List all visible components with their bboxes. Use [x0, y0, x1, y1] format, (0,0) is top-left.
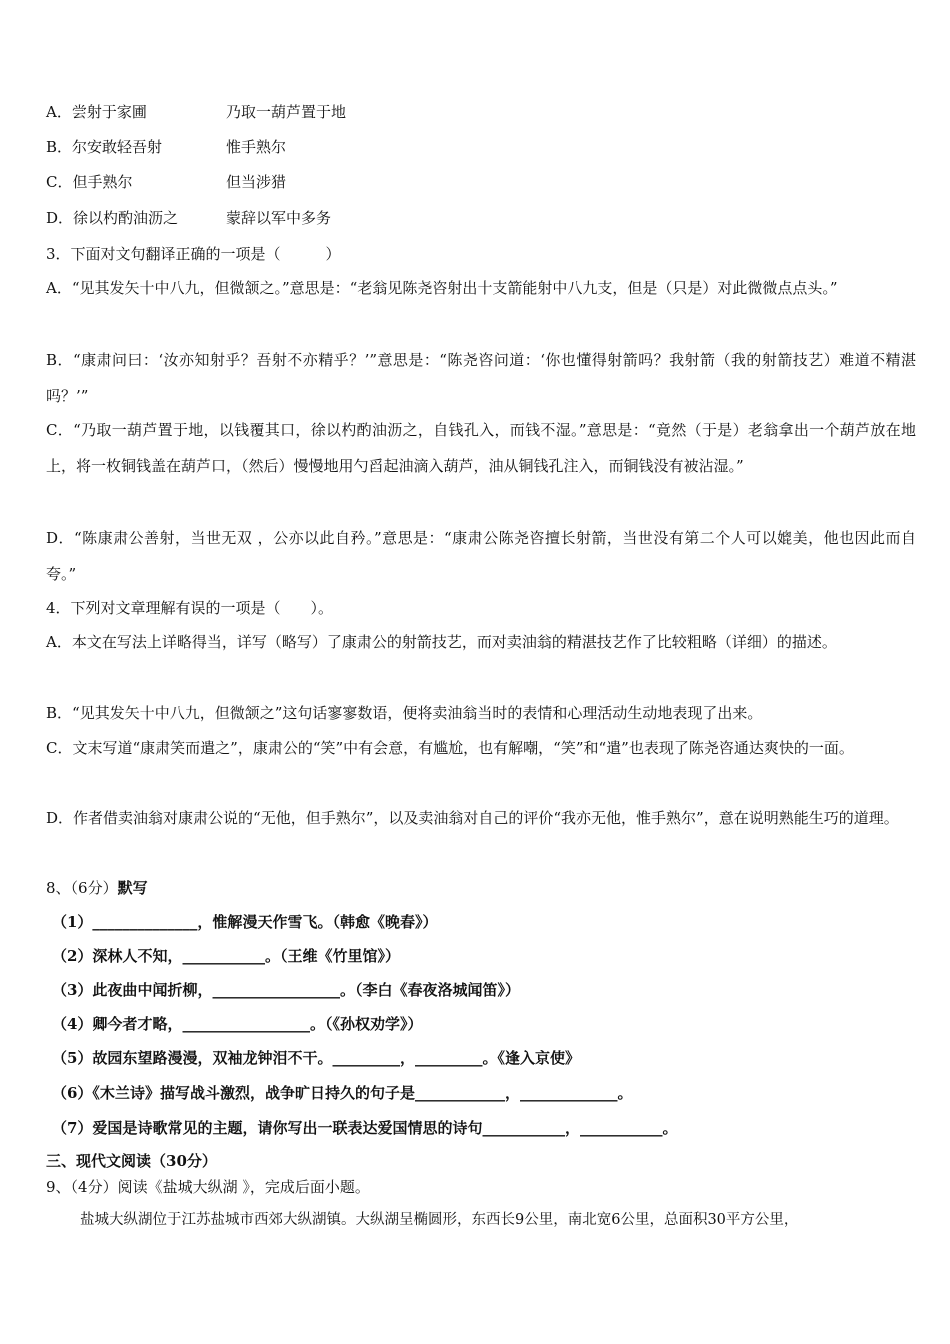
- option-right: 惟手熟尔: [226, 138, 287, 156]
- option-right: 乃取一葫芦置于地: [226, 103, 347, 121]
- option-label: C．但手熟尔: [46, 173, 133, 191]
- option-right: 但当涉猎: [226, 173, 287, 191]
- option-row: [46, 102, 347, 122]
- question-4-option-d: D．作者借卖油翁对康肃公说的“无他，但手熟尔”，以及卖油翁对自己的评价“我亦无他，惟手熟尔”，意在说明熟能生巧的道理。: [46, 809, 899, 827]
- option-row: [46, 137, 287, 157]
- option-row: [46, 208, 332, 228]
- dictation-item: （5）故园东望路漫漫，双袖龙钟泪不干。_________，_________。《逢入京使》: [52, 1049, 580, 1067]
- question-8-header: [46, 878, 148, 898]
- dictation-item: （6）《木兰诗》描写战斗激烈，战争旷日持久的句子是____________，_____________。: [52, 1084, 633, 1102]
- question-8-title: 默写: [117, 879, 148, 897]
- question-4-stem: 4．下列对文章理解有误的一项是（ ）。: [46, 599, 334, 617]
- question-4-option-b: B．“见其发矢十中八九，但微颔之”这句话寥寥数语，便将卖油翁当时的表情和心理活动生动地表现了出来。: [46, 704, 763, 722]
- question-3-option-b: B．“康肃问曰：‘汝亦知射乎？吾射不亦精乎？’”意思是：“陈尧咨问道：‘你也懂得射箭吗？我射箭（我的射箭技艺）难道不精湛吗？’”: [46, 351, 916, 405]
- question-4-option-c: C．文末写道“康肃笑而遣之”，康肃公的“笑”中有会意，有尴尬，也有解嘲，“笑”和“遣”也表现了陈尧咨通达爽快的一面。: [46, 739, 854, 757]
- dictation-item: （4）卿今者才略，_________________。（《孙权劝学》）: [52, 1015, 423, 1033]
- option-label: A．尝射于家圃: [46, 103, 147, 121]
- option-label: B．尔安敢轻吾射: [46, 138, 163, 156]
- option-right: 蒙辞以军中多务: [226, 209, 332, 227]
- question-3-option-d: D．“陈康肃公善射，当世无双 ，公亦以此自矜。”意思是：“康肃公陈尧咨擅长射箭，当世没有第二个人可以媲美，他也因此而自夸。”: [46, 529, 916, 583]
- question-3-stem: 3．下面对文句翻译正确的一项是（ ）: [46, 245, 341, 263]
- question-3-option-a: A．“见其发矢十中八九，但微颔之。”意思是：“老翁见陈尧咨射出十支箭能射中八九支，但是（只是）对此微微点点头。”: [46, 279, 838, 297]
- question-4-option-a: A．本文在写法上详略得当，详写（略写）了康肃公的射箭技艺，而对卖油翁的精湛技艺作了比较粗略（详细）的描述。: [46, 633, 837, 651]
- dictation-item: （7）爱国是诗歌常见的主题，请你写出一联表达爱国情思的诗句___________，___________。: [52, 1119, 678, 1137]
- section-heading: 三、现代文阅读（30分）: [46, 1152, 217, 1170]
- dictation-item: （2）深林人不知，___________。（王维《竹里馆》）: [52, 947, 400, 965]
- question-3-option-c: C．“乃取一葫芦置于地，以钱覆其口，徐以杓酌油沥之，自钱孔入，而钱不湿。”意思是：“竟然（于是）老翁拿出一个葫芦放在地上，将一枚铜钱盖在葫芦口，（然后）慢慢地用勺舀起油滴入葫芦，油从铜钱孔注入，而铜钱没有被沾湿。”: [46, 421, 916, 475]
- question-8-prefix: 8、（6分）: [46, 879, 118, 897]
- passage-text: 盐城大纵湖位于江苏盐城市西郊大纵湖镇。大纵湖呈椭圆形，东西长9公里，南北宽6公里，总面积30平方公里，: [80, 1212, 799, 1228]
- dictation-item: （1）______________，惟解漫天作雪飞。（韩愈《晚春》）: [52, 913, 438, 931]
- option-row: [46, 172, 287, 192]
- dictation-item: （3）此夜曲中闻折柳，_________________。（李白《春夜洛城闻笛》）: [52, 981, 520, 999]
- question-9-stem: 9、（4分）阅读《盐城大纵湖 》，完成后面小题。: [46, 1178, 370, 1196]
- option-label: D．徐以杓酌油沥之: [46, 209, 179, 227]
